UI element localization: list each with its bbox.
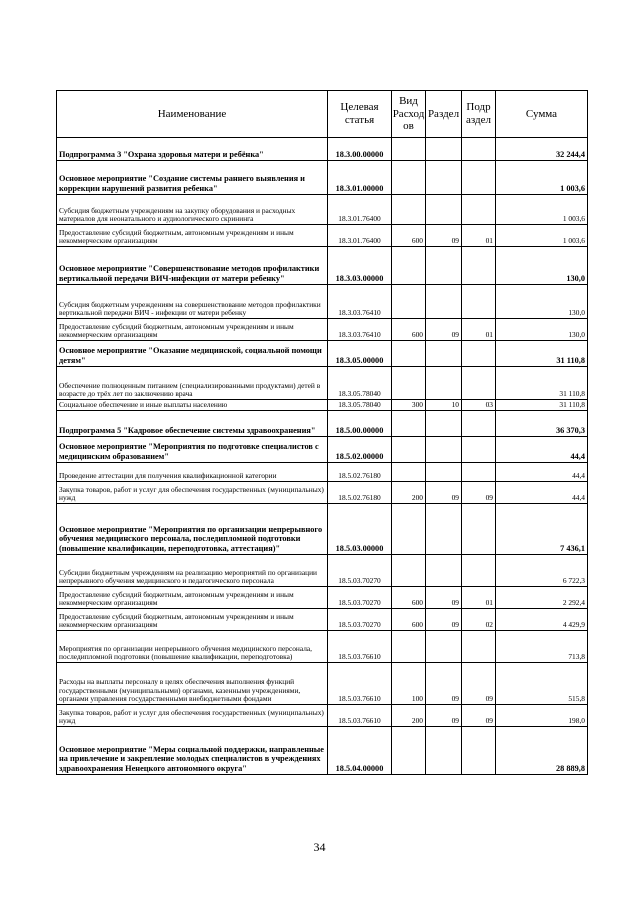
cell-razdel: [426, 195, 462, 225]
cell-sum: 28 889,8: [496, 727, 588, 775]
cell-sum: 36 370,3: [496, 411, 588, 437]
table-row: [57, 555, 588, 587]
cell-code: 18.5.03.70270: [328, 555, 392, 587]
table-row: [57, 482, 588, 504]
cell-vid: [392, 555, 426, 587]
table-row: [57, 631, 588, 663]
cell-code: 18.5.03.70270: [328, 587, 392, 609]
cell-code: 18.5.03.00000: [328, 504, 392, 555]
cell-podrazdel: 01: [462, 319, 496, 341]
table-row: [57, 341, 588, 367]
cell-code: 18.5.02.76180: [328, 482, 392, 504]
cell-name: Предоставление субсидий бюджетным, автономным учреждениям и иным некоммерческим организациям: [57, 225, 328, 247]
cell-sum: 44,4: [496, 482, 588, 504]
cell-code: 18.3.03.76410: [328, 319, 392, 341]
cell-podrazdel: 09: [462, 663, 496, 705]
header-sum: Сумма: [496, 91, 588, 138]
cell-code: 18.5.04.00000: [328, 727, 392, 775]
cell-name: Основное мероприятие "Совершенствование методов профилактики вертикальной передачи ВИЧ-инфекции от матери ребенку": [57, 247, 328, 285]
cell-code: 18.5.02.76180: [328, 463, 392, 482]
header-code: Целевая статья: [328, 91, 392, 138]
table-row: [57, 285, 588, 319]
table-row: [57, 400, 588, 411]
cell-vid: [392, 504, 426, 555]
header-razdel: Раздел: [426, 91, 462, 138]
table-row: [57, 411, 588, 437]
cell-sum: 6 722,3: [496, 555, 588, 587]
cell-vid: [392, 411, 426, 437]
cell-podrazdel: [462, 285, 496, 319]
cell-razdel: 10: [426, 400, 462, 411]
cell-code: 18.5.03.76610: [328, 705, 392, 727]
cell-name: Закупка товаров, работ и услуг для обеспечения государственных (муниципальных) нужд: [57, 705, 328, 727]
cell-sum: 44,4: [496, 463, 588, 482]
cell-code: 18.3.00.00000: [328, 138, 392, 161]
cell-sum: 1 003,6: [496, 225, 588, 247]
table-row: [57, 138, 588, 161]
cell-code: 18.3.05.00000: [328, 341, 392, 367]
table-row: [57, 225, 588, 247]
cell-vid: [392, 247, 426, 285]
cell-podrazdel: 03: [462, 400, 496, 411]
header-podrazdel: Подр аздел: [462, 91, 496, 138]
cell-name: Предоставление субсидий бюджетным, автономным учреждениям и иным некоммерческим организациям: [57, 319, 328, 341]
cell-sum: 130,0: [496, 319, 588, 341]
cell-razdel: [426, 727, 462, 775]
table-body: [57, 138, 588, 775]
cell-sum: 4 429,9: [496, 609, 588, 631]
cell-sum: 130,0: [496, 247, 588, 285]
cell-code: 18.3.03.00000: [328, 247, 392, 285]
cell-code: 18.5.03.76610: [328, 631, 392, 663]
cell-vid: [392, 285, 426, 319]
cell-podrazdel: [462, 437, 496, 463]
cell-sum: 31 110,8: [496, 341, 588, 367]
cell-sum: 1 003,6: [496, 195, 588, 225]
cell-code: 18.5.00.00000: [328, 411, 392, 437]
cell-code: 18.3.05.78040: [328, 400, 392, 411]
table-row: [57, 587, 588, 609]
cell-podrazdel: [462, 463, 496, 482]
cell-podrazdel: 02: [462, 609, 496, 631]
cell-name: Предоставление субсидий бюджетным, автономным учреждениям и иным некоммерческим организациям: [57, 587, 328, 609]
cell-vid: 600: [392, 587, 426, 609]
cell-vid: [392, 341, 426, 367]
cell-razdel: 09: [426, 609, 462, 631]
table-row: [57, 705, 588, 727]
cell-code: 18.3.05.78040: [328, 367, 392, 400]
table-row: [57, 463, 588, 482]
cell-razdel: 09: [426, 705, 462, 727]
cell-podrazdel: [462, 367, 496, 400]
cell-name: Обеспечение полноценным питанием (специализированными продуктами) детей в возрасте до трёх лет по заключению врача: [57, 367, 328, 400]
cell-name: Подпрограмма 5 "Кадровое обеспечение системы здравоохранения": [57, 411, 328, 437]
cell-podrazdel: [462, 504, 496, 555]
cell-vid: [392, 138, 426, 161]
cell-sum: 130,0: [496, 285, 588, 319]
cell-podrazdel: 01: [462, 587, 496, 609]
cell-razdel: [426, 631, 462, 663]
table-row: [57, 609, 588, 631]
cell-vid: [392, 727, 426, 775]
cell-code: 18.5.03.76610: [328, 663, 392, 705]
cell-name: Субсидия бюджетным учреждениям на закупку оборудования и расходных материалов для неонатального и аудиологического скрининга: [57, 195, 328, 225]
cell-podrazdel: [462, 341, 496, 367]
table-row: [57, 663, 588, 705]
cell-podrazdel: 09: [462, 705, 496, 727]
cell-name: Закупка товаров, работ и услуг для обеспечения государственных (муниципальных) нужд: [57, 482, 328, 504]
cell-vid: [392, 437, 426, 463]
table-row: [57, 161, 588, 195]
cell-name: Субсидия бюджетным учреждениям на совершенствование методов профилактики вертикальной передачи ВИЧ - инфекции от матери ребенку: [57, 285, 328, 319]
cell-vid: [392, 195, 426, 225]
cell-name: Мероприятия по организации непрерывного обучения медицинского персонала, последипломной подготовки (повышение квалификации, переподготовка): [57, 631, 328, 663]
cell-code: 18.3.01.76400: [328, 195, 392, 225]
cell-name: Основное мероприятие "Мероприятия по организации непрерывного обучения медицинского персонала, последипломной подготовки (повышение квалификации, переподготовка, аттестация)": [57, 504, 328, 555]
cell-podrazdel: [462, 727, 496, 775]
cell-sum: 32 244,4: [496, 138, 588, 161]
cell-vid: [392, 631, 426, 663]
cell-razdel: [426, 285, 462, 319]
cell-podrazdel: [462, 138, 496, 161]
page-number: 34: [313, 840, 326, 854]
cell-name: Основное мероприятие "Создание системы раннего выявления и коррекции нарушений развития ребенка": [57, 161, 328, 195]
cell-razdel: [426, 463, 462, 482]
cell-podrazdel: [462, 195, 496, 225]
table-row: [57, 247, 588, 285]
cell-code: 18.5.03.70270: [328, 609, 392, 631]
cell-vid: [392, 161, 426, 195]
cell-razdel: [426, 161, 462, 195]
cell-name: Субсидии бюджетным учреждениям на реализацию мероприятий по организации непрерывного обучения медицинского и педагогического персонала: [57, 555, 328, 587]
cell-code: 18.3.01.76400: [328, 225, 392, 247]
budget-table: [56, 90, 588, 775]
cell-razdel: [426, 367, 462, 400]
cell-podrazdel: 09: [462, 482, 496, 504]
cell-vid: 200: [392, 705, 426, 727]
cell-sum: 31 110,8: [496, 367, 588, 400]
cell-sum: 44,4: [496, 437, 588, 463]
cell-razdel: [426, 555, 462, 587]
cell-name: Расходы на выплаты персоналу в целях обеспечения выполнения функций государственными (муниципальными) органами, казенными учреждениями, органами управления государственными внебюджетными фондами: [57, 663, 328, 705]
cell-code: 18.5.02.00000: [328, 437, 392, 463]
header-vid: Вид Расход ов: [392, 91, 426, 138]
cell-sum: 515,8: [496, 663, 588, 705]
cell-vid: 600: [392, 225, 426, 247]
cell-vid: [392, 463, 426, 482]
cell-razdel: 09: [426, 319, 462, 341]
cell-razdel: [426, 411, 462, 437]
cell-name: Подпрограмма 3 "Охрана здоровья матери и ребёнка": [57, 138, 328, 161]
cell-razdel: 09: [426, 482, 462, 504]
cell-podrazdel: [462, 631, 496, 663]
table-row: [57, 319, 588, 341]
cell-vid: 100: [392, 663, 426, 705]
table-row: [57, 727, 588, 775]
cell-name: Основное мероприятие "Мероприятия по подготовке специалистов с медицинским образованием": [57, 437, 328, 463]
cell-name: Проведение аттестации для получения квалификационной категории: [57, 463, 328, 482]
cell-podrazdel: 01: [462, 225, 496, 247]
table-row: [57, 195, 588, 225]
header-name: Наименование: [57, 91, 328, 138]
cell-code: 18.3.01.00000: [328, 161, 392, 195]
cell-vid: 200: [392, 482, 426, 504]
cell-razdel: [426, 247, 462, 285]
cell-name: Социальное обеспечение и иные выплаты населению: [57, 400, 328, 411]
cell-vid: [392, 367, 426, 400]
cell-sum: 713,8: [496, 631, 588, 663]
cell-razdel: 09: [426, 663, 462, 705]
cell-razdel: 09: [426, 587, 462, 609]
cell-sum: 198,0: [496, 705, 588, 727]
table-row: [57, 437, 588, 463]
table-row: [57, 367, 588, 400]
cell-razdel: [426, 341, 462, 367]
cell-podrazdel: [462, 247, 496, 285]
cell-vid: 300: [392, 400, 426, 411]
cell-podrazdel: [462, 161, 496, 195]
cell-sum: 7 436,1: [496, 504, 588, 555]
cell-podrazdel: [462, 411, 496, 437]
cell-name: Основное мероприятие "Оказание медицинской, социальной помощи детям": [57, 341, 328, 367]
table-row: [57, 504, 588, 555]
cell-name: Основное мероприятие "Меры социальной поддержки, направленные на привлечение и закрепление молодых специалистов в учреждениях здравоохранения Ненецкого автономного округа": [57, 727, 328, 775]
cell-sum: 2 292,4: [496, 587, 588, 609]
cell-code: 18.3.03.76410: [328, 285, 392, 319]
cell-sum: 31 110,8: [496, 400, 588, 411]
table-header-row: [57, 91, 588, 138]
cell-name: Предоставление субсидий бюджетным, автономным учреждениям и иным некоммерческим организациям: [57, 609, 328, 631]
cell-razdel: 09: [426, 225, 462, 247]
cell-razdel: [426, 504, 462, 555]
cell-vid: 600: [392, 319, 426, 341]
cell-vid: 600: [392, 609, 426, 631]
cell-podrazdel: [462, 555, 496, 587]
cell-sum: 1 003,6: [496, 161, 588, 195]
cell-razdel: [426, 437, 462, 463]
cell-razdel: [426, 138, 462, 161]
